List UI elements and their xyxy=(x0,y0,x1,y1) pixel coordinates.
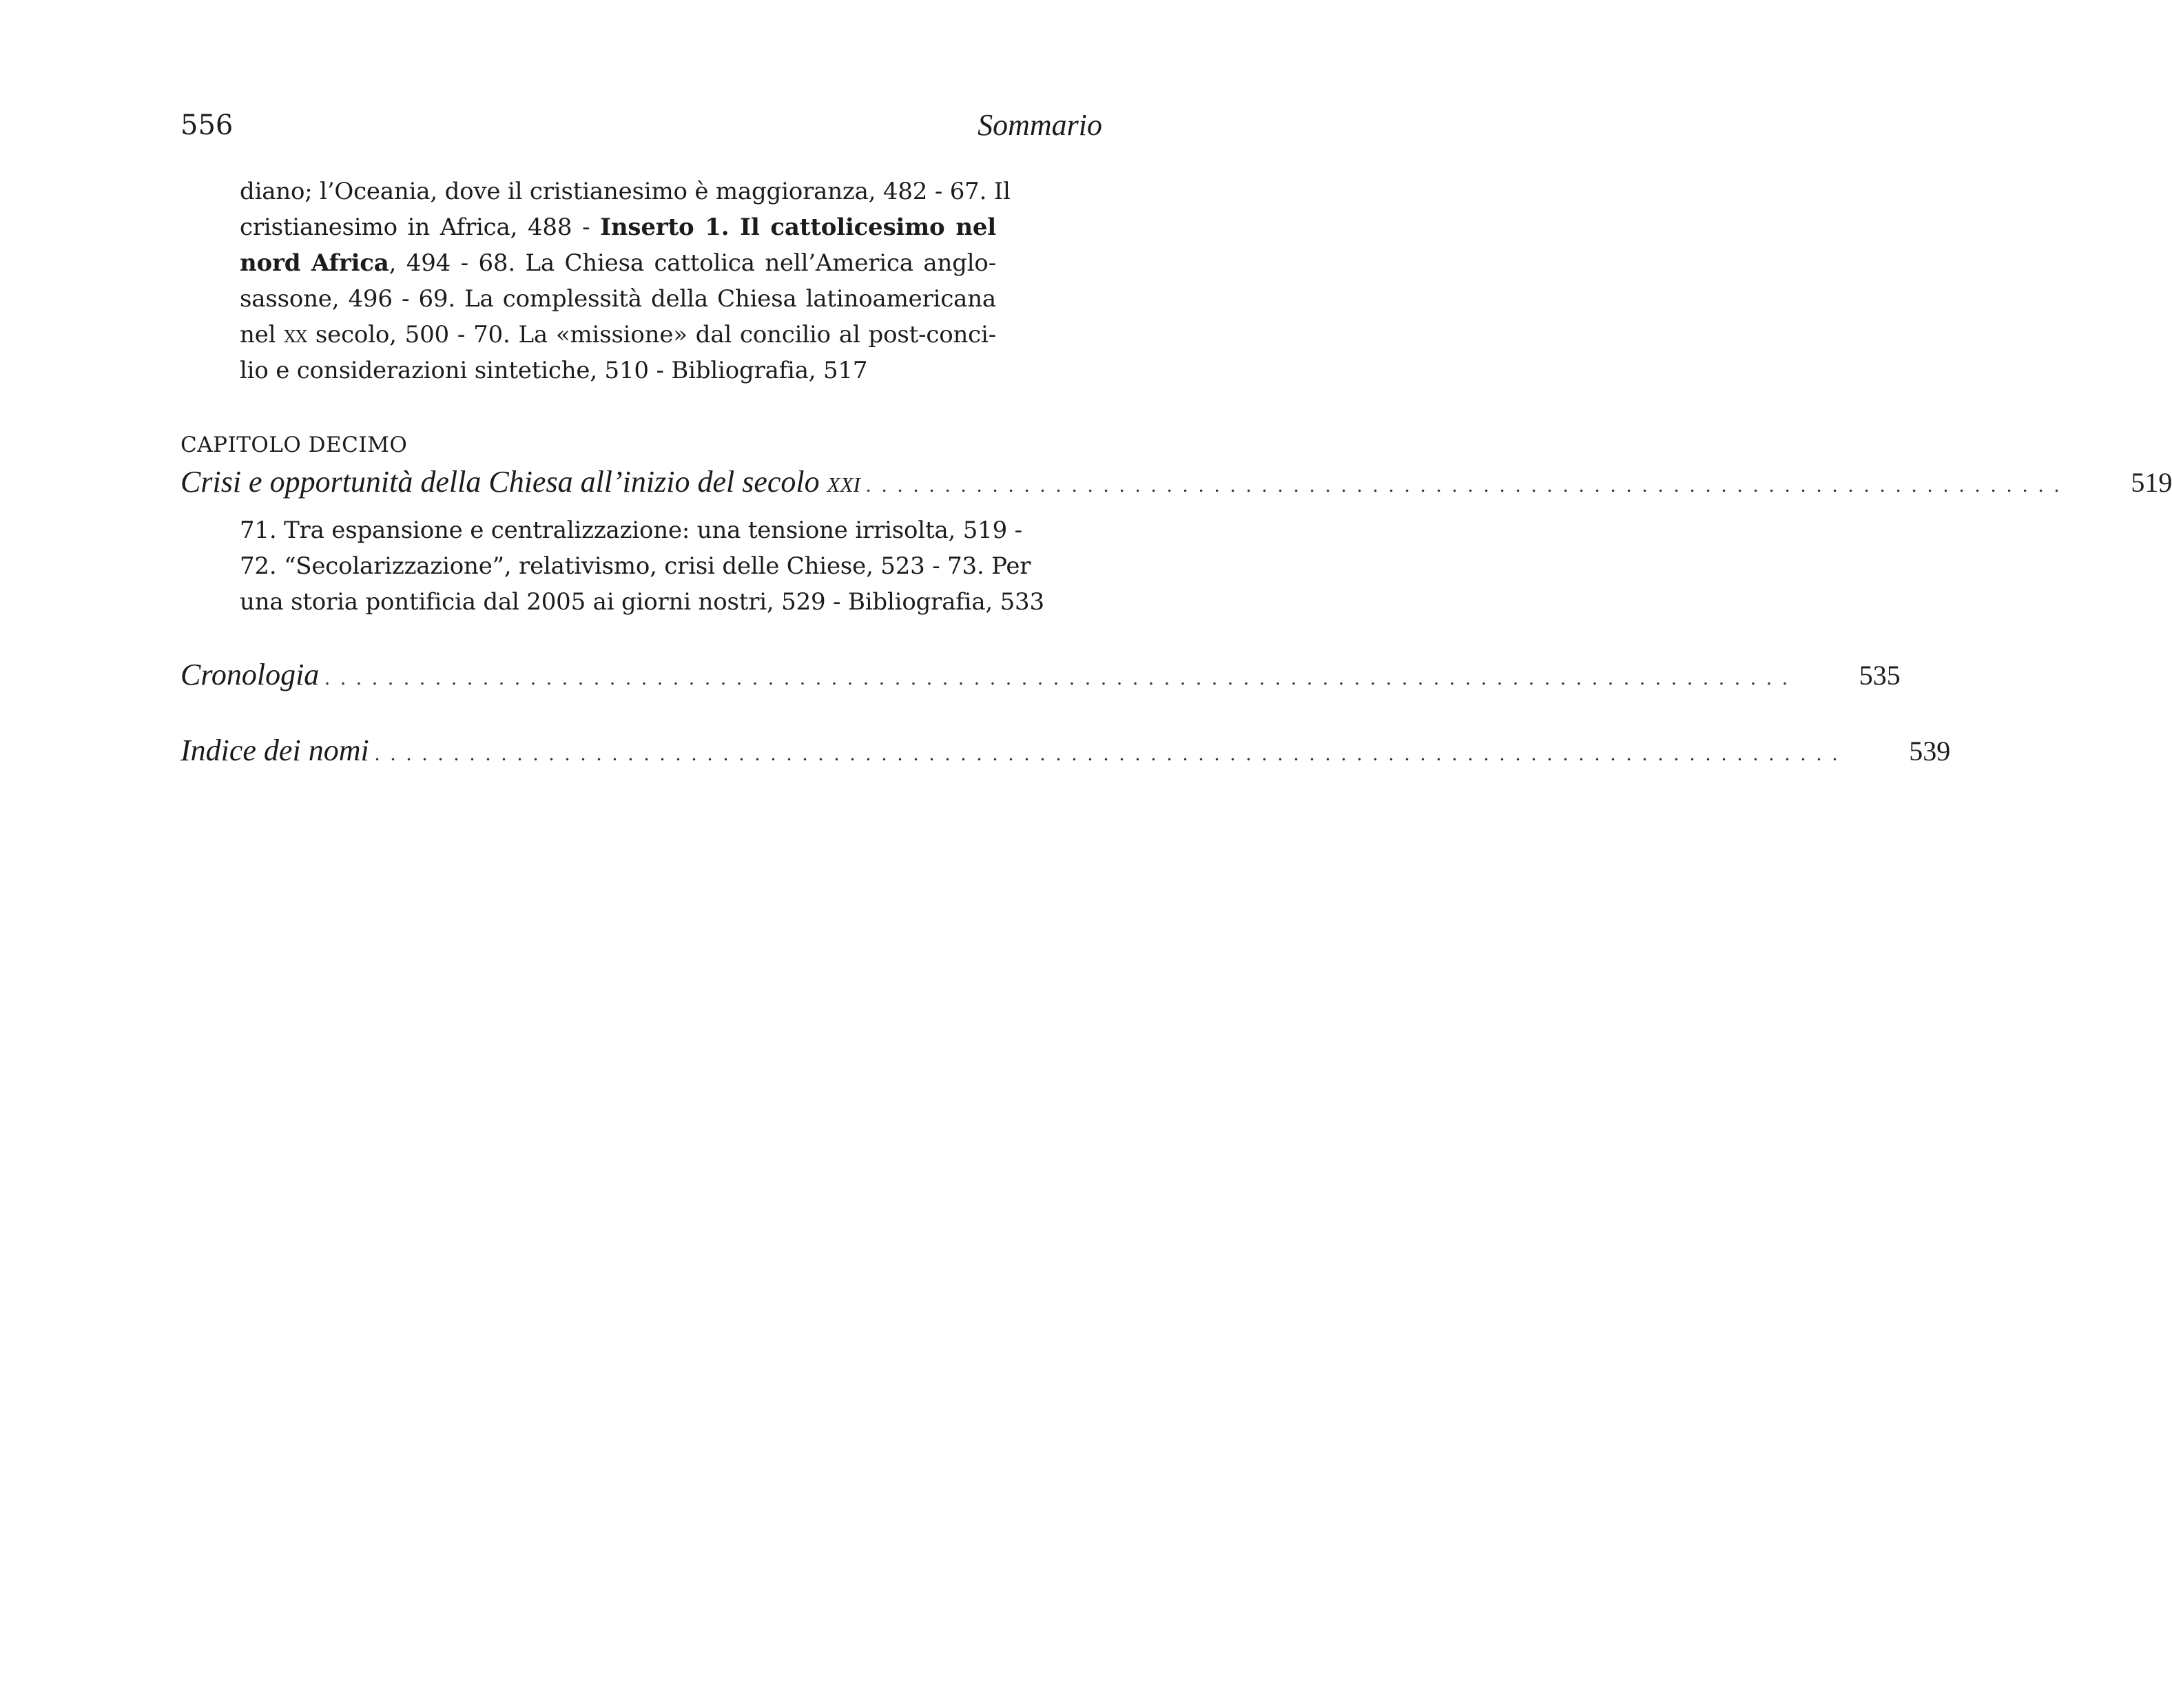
running-title: Sommario xyxy=(978,108,1102,142)
entry-line xyxy=(240,174,1011,209)
entry-text: sassone, 496 - 69. La complessità della Chiesa latinoamericana xyxy=(240,285,996,313)
insert-title: nord Africa xyxy=(240,249,389,277)
dot-leader: . . . . . . . . . . . . . . . . . . . . . . . . . . . . . . . . . . . . . . . . . . . . . . . . . . . . . . . . . . . . . . . . . . . . . . . . . . . . . . . . . . . . . . . . . . . . . xyxy=(374,742,1841,765)
toc-row-cronologia[interactable] xyxy=(180,654,1901,696)
entry-text: , 494 - 68. La Chiesa cattolica nell’America anglo- xyxy=(389,249,996,277)
chapter-entries xyxy=(240,512,1044,620)
entry-text: diano; l’Oceania, dove il cristianesimo è maggioranza, 482 - 67. Il xyxy=(240,178,1011,205)
toc-title: Cronologia xyxy=(180,658,320,691)
running-head xyxy=(180,105,1102,146)
chapter-toc-row[interactable] xyxy=(180,461,2172,503)
century-numeral: xx xyxy=(284,321,307,348)
entry-line xyxy=(240,209,996,245)
toc-page-number: 539 xyxy=(1909,736,1951,767)
toc-page-number: 535 xyxy=(1859,660,1901,691)
entry-line xyxy=(240,245,996,281)
entry-text: lio e considerazioni sintetiche, 510 - Bibliografia, 517 xyxy=(240,357,868,384)
entry-text: cristianesimo in Africa, 488 - xyxy=(240,214,601,241)
entry-line: 72. “Secolarizzazione”, relativismo, crisi delle Chiese, 523 - 73. Per xyxy=(240,552,1031,580)
dot-leader: . . . . . . . . . . . . . . . . . . . . . . . . . . . . . . . . . . . . . . . . . . . . . . . . . . . . . . . . . . . . . . . . . . . . . . . . . . . . . . . . . . . . . . . . . . . . . xyxy=(324,667,1790,689)
chapter-title-text: Crisi e opportunità della Chiesa all’inizio del secolo xyxy=(180,465,827,499)
chapter-title xyxy=(180,461,860,503)
insert-title: Inserto 1. Il cattolicesimo nel xyxy=(600,214,996,241)
chapter-page-number: 519 xyxy=(2131,467,2172,498)
continued-chapter-entries xyxy=(240,174,1011,388)
toc-row-indice-dei-nomi[interactable] xyxy=(180,730,1951,771)
entry-text: nel xyxy=(240,321,285,348)
century-numeral: xxi xyxy=(827,465,860,499)
page-number: 556 xyxy=(180,110,234,141)
entry-line: 71. Tra espansione e centralizzazione: una tensione irrisolta, 519 - xyxy=(240,517,1022,544)
toc-title: Indice dei nomi xyxy=(180,733,369,767)
chapter-label: CAPITOLO DECIMO xyxy=(180,433,408,457)
dot-leader: . . . . . . . . . . . . . . . . . . . . . . . . . . . . . . . . . . . . . . . . . . . . . . . . . . . . . . . . . . . . . . . . . . . . . . . . . . . . xyxy=(865,474,2062,497)
entry-text: secolo, 500 - 70. La «missione» dal concilio al post-conci- xyxy=(307,321,996,348)
entry-line: una storia pontificia dal 2005 ai giorni nostri, 529 - Bibliografia, 533 xyxy=(240,588,1044,616)
entry-line xyxy=(240,317,996,353)
entry-line xyxy=(240,353,996,388)
entry-line xyxy=(240,281,996,317)
